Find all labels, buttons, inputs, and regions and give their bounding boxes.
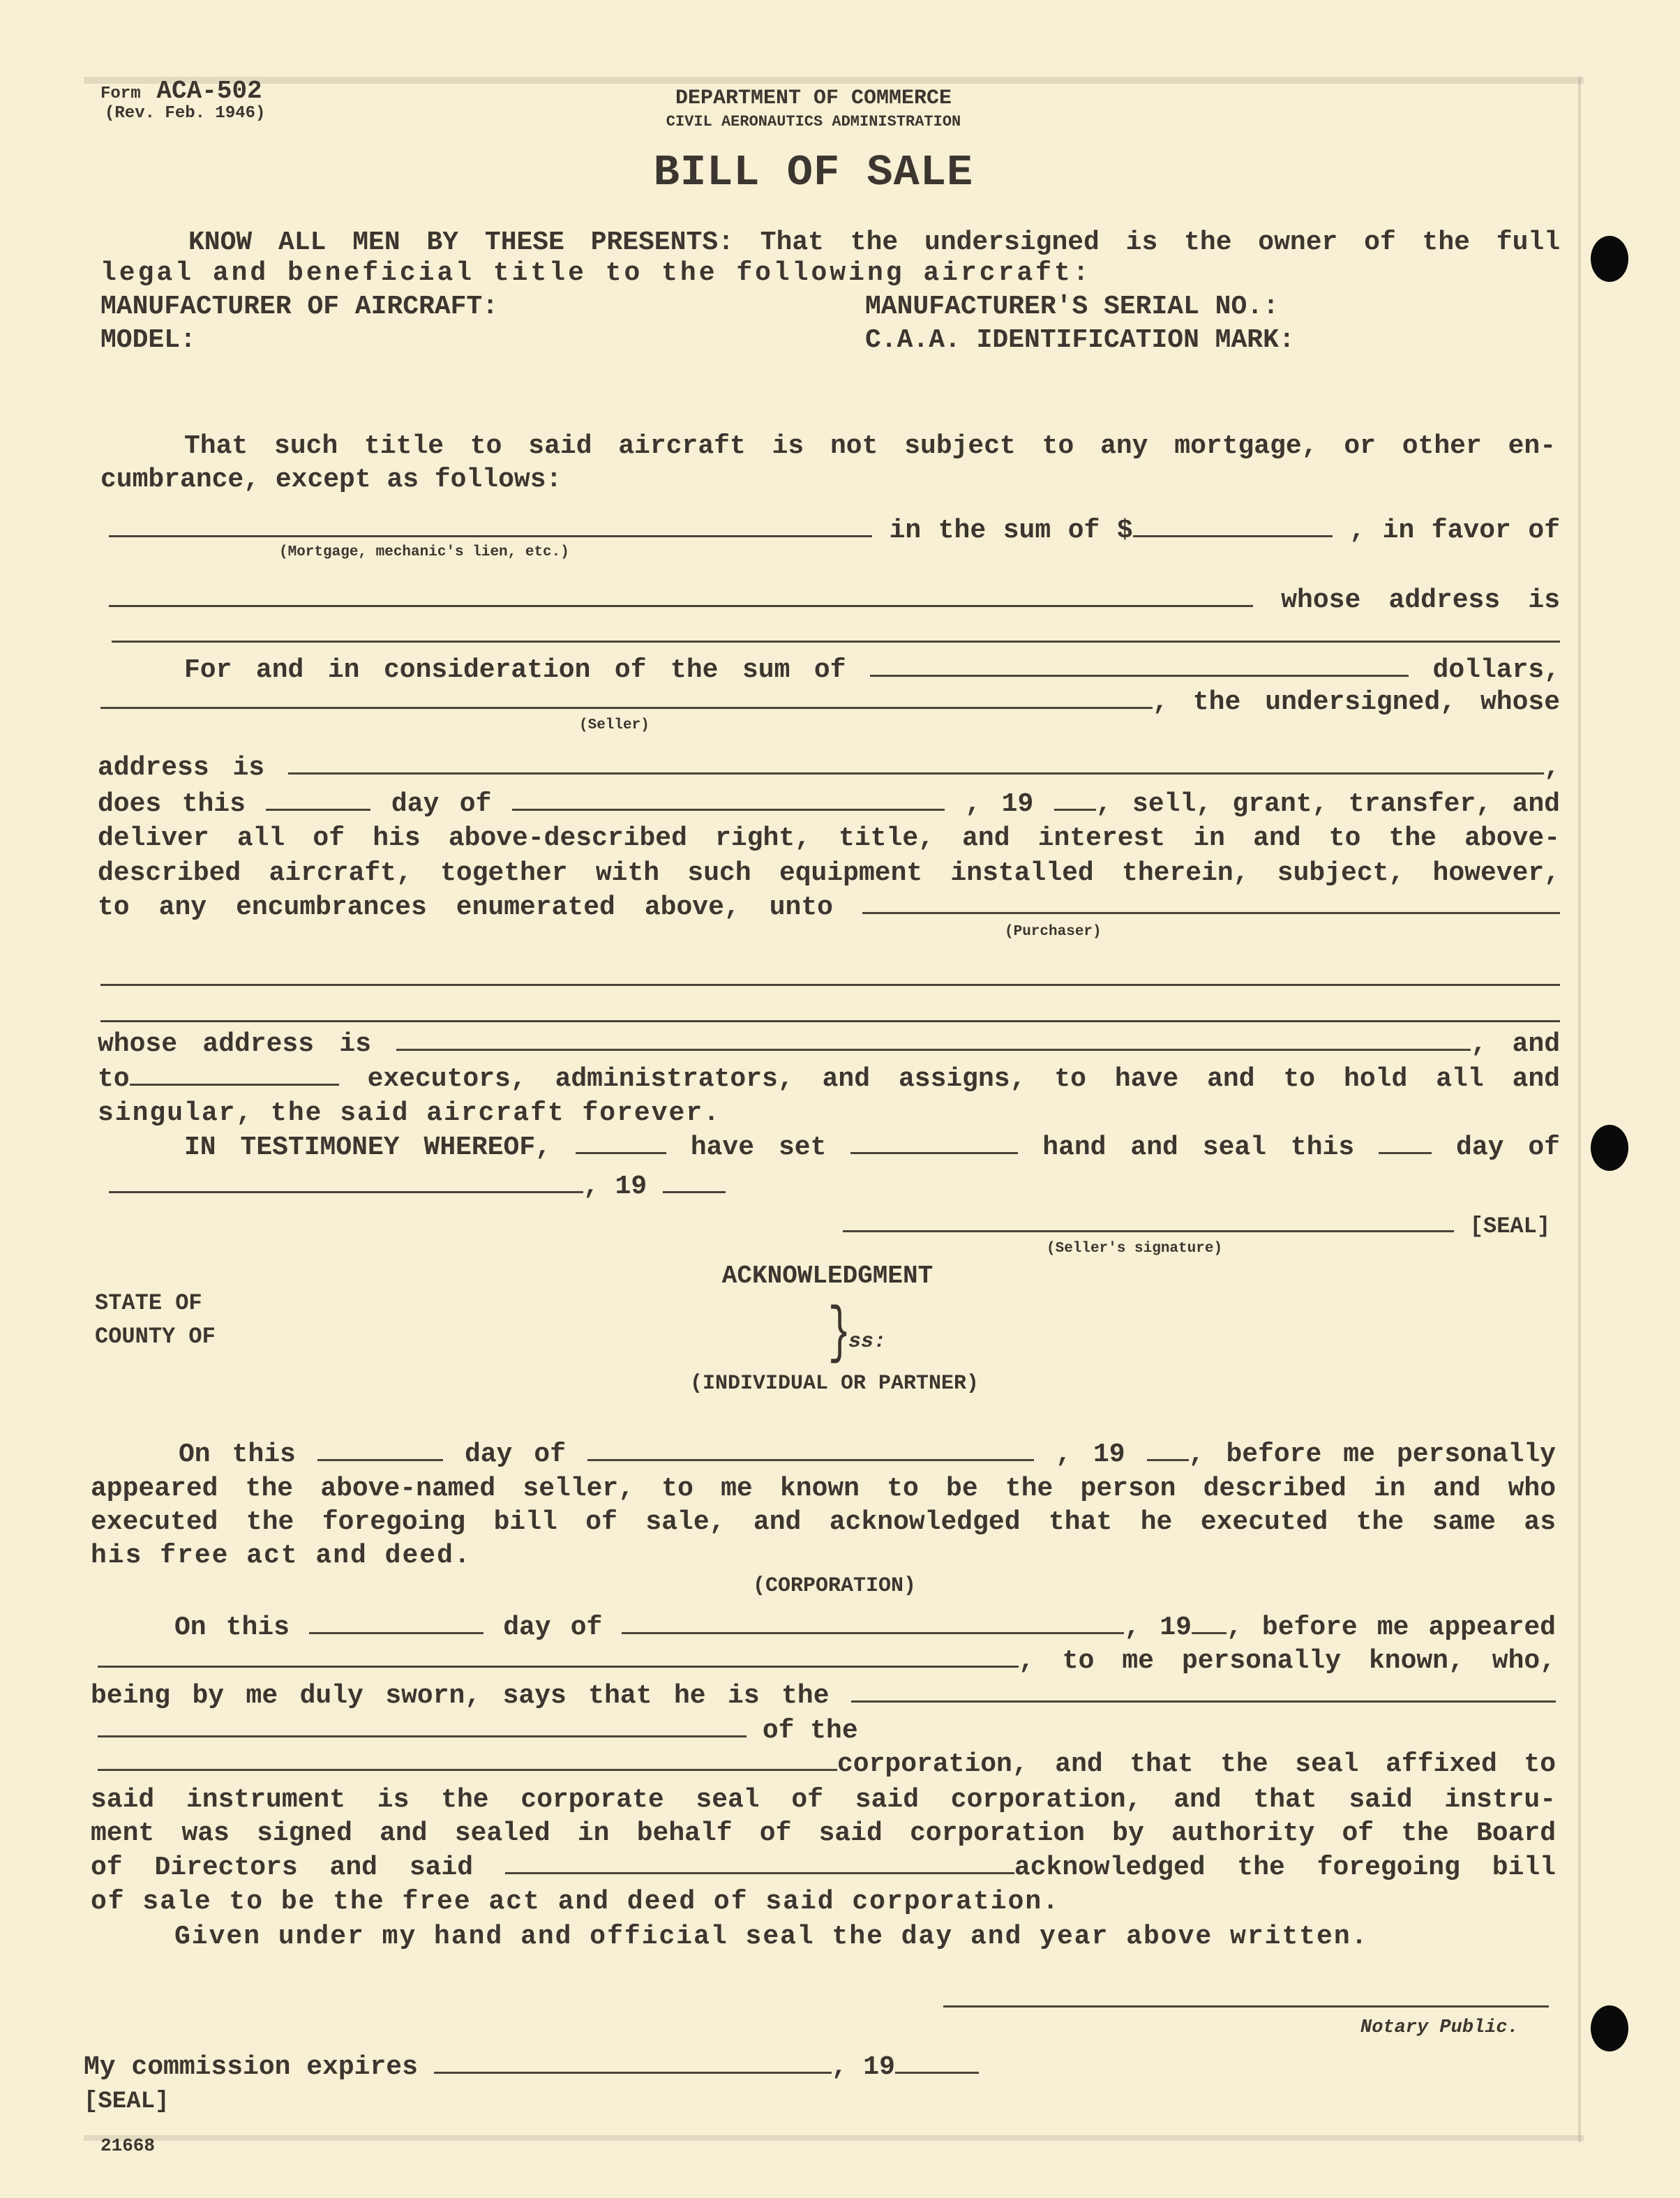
whereof-text: IN TESTIMONEY WHEREOF,: [184, 1132, 551, 1162]
punch-hole: [1591, 236, 1628, 282]
executors-line: [98, 1063, 1560, 1095]
pronoun-blank: [850, 1131, 1018, 1154]
individual-heading: (INDIVIDUAL OR PARTNER): [689, 1372, 980, 1396]
serial-number-label: MANUFACTURER'S SERIAL NO.:: [865, 292, 1279, 322]
purchaser-line: [98, 891, 1560, 923]
department-name: DEPARTMENT OF COMMERCE: [675, 87, 952, 110]
amount-blank: [870, 654, 1409, 677]
acknowledgment-title: ACKNOWLEDGMENT: [721, 1262, 933, 1290]
manufacturer-label: MANUFACTURER OF AIRCRAFT:: [100, 292, 499, 322]
corporation-heading: (CORPORATION): [752, 1574, 917, 1598]
print-code: 21668: [100, 2135, 156, 2156]
corporation-line: ment was signed and sealed in behalf of said corporation by authority of the Board: [91, 1818, 1556, 1848]
day-of-text: day of: [464, 1440, 567, 1470]
executors-text: executors, administrators, and assigns, to have and to hold all and: [367, 1064, 1560, 1094]
consideration-line: [184, 654, 1560, 686]
corporation-line: said instrument is the corporate seal of said corporation, and that said instru-: [91, 1785, 1556, 1815]
purchaser-address-blank: [396, 1028, 1471, 1051]
whose-address-text: whose address is: [1281, 585, 1560, 615]
undersigned-text: , the undersigned, whose: [1153, 687, 1560, 717]
scan-frame-bottom: [84, 2135, 1584, 2141]
punch-hole: [1591, 1125, 1628, 1171]
unto-text: to any encumbrances enumerated above, unto: [98, 892, 833, 922]
seller-hint: (Seller): [579, 717, 650, 733]
favor-address-line: [109, 584, 1560, 616]
day-of-text: day of: [391, 789, 492, 819]
does-this-text: does this: [98, 789, 246, 819]
before-text: , before me personally: [1188, 1440, 1556, 1470]
commission-text: My commission expires: [84, 2052, 418, 2082]
before-text: , before me appeared: [1226, 1613, 1556, 1643]
on-this-text: On this: [174, 1613, 290, 1643]
comma: ,: [1544, 753, 1560, 783]
individual-date-line: [179, 1438, 1556, 1470]
day-blank: [317, 1438, 443, 1461]
directors-text: of Directors and said: [91, 1853, 474, 1883]
consideration-text: For and in consideration of the sum of: [184, 655, 846, 685]
day-blank: [309, 1611, 483, 1634]
on-this-text: On this: [179, 1440, 296, 1470]
year-blank: [1147, 1438, 1189, 1461]
address-blank: [112, 641, 1560, 643]
being-sworn-text: being by me duly sworn, says that he is the: [91, 1681, 830, 1711]
day-of-text: day of: [1456, 1132, 1560, 1162]
notary-seal-label: [SEAL]: [84, 2088, 170, 2115]
and-text: , and: [1471, 1029, 1560, 1059]
described-line: described aircraft, together with such equipment installed therein, subject, however,: [98, 858, 1560, 888]
seller-signature-blank: [843, 1209, 1454, 1232]
individual-line: his free act and deed.: [91, 1541, 472, 1571]
singular-line: singular, the said aircraft forever.: [98, 1098, 721, 1128]
to-text: to: [98, 1064, 130, 1094]
brace: }: [827, 1299, 851, 1370]
officer-name-blank: [98, 1645, 1019, 1668]
county-of-label: COUNTY OF: [95, 1324, 216, 1350]
signature-hint: (Seller's signature): [1047, 1241, 1223, 1257]
year-prefix: , 19: [1124, 1613, 1192, 1643]
seal-label: [SEAL]: [1469, 1213, 1551, 1239]
sum-text: in the sum of $: [889, 516, 1133, 546]
purchaser-hint: (Purchaser): [1005, 924, 1102, 940]
year-blank: [663, 1170, 726, 1193]
sum-blank: [1133, 514, 1333, 537]
mortgage-line: [109, 514, 1560, 546]
corporation-name-line: [98, 1748, 1556, 1780]
month-blank: [622, 1611, 1124, 1634]
form-revision: (Rev. Feb. 1946): [105, 104, 266, 123]
corporation-date-line: [174, 1611, 1556, 1643]
year-blank: [895, 2051, 979, 2074]
officer-title-blank-2: [98, 1714, 747, 1737]
year-blank: [1192, 1611, 1227, 1634]
day-blank: [266, 788, 370, 811]
month-blank: [587, 1438, 1034, 1461]
testimony-line: [184, 1131, 1560, 1163]
purchaser-blank-2: [100, 984, 1560, 986]
purchaser-address-line: [98, 1028, 1560, 1060]
officer-title-line: [91, 1680, 1556, 1712]
day-blank: [1379, 1131, 1432, 1154]
seller-signature-line: [843, 1209, 1550, 1241]
year-prefix: , 19: [1056, 1440, 1125, 1470]
corporation-seal-text: corporation, and that the seal affixed to: [837, 1749, 1556, 1779]
commission-date-blank: [434, 2051, 832, 2074]
hand-seal-text: hand and seal this: [1042, 1132, 1355, 1162]
encumbrance-line: That such title to said aircraft is not subject to any mortgage, or other en-: [184, 431, 1556, 461]
mortgage-hint: (Mortgage, mechanic's lien, etc.): [279, 544, 569, 560]
form-code: ACA-502: [156, 77, 262, 105]
acknowledged-text: acknowledged the foregoing bill: [1014, 1853, 1556, 1883]
dollars-text: dollars,: [1432, 655, 1560, 685]
have-set-text: have set: [690, 1132, 827, 1162]
sell-grant-text: , sell, grant, transfer, and: [1095, 789, 1560, 819]
seller-address-line: [98, 752, 1560, 784]
form-prefix: Form: [100, 84, 141, 103]
year-prefix: , 19: [831, 2052, 895, 2082]
purchaser-blank-3: [100, 1020, 1560, 1022]
officer-title-blank: [851, 1680, 1556, 1703]
officer-blank: [505, 1851, 1014, 1874]
given-line: Given under my hand and official seal the day and year above written.: [174, 1922, 1369, 1952]
individual-line: executed the foregoing bill of sale, and acknowledged that he executed the same as: [91, 1507, 1556, 1537]
address-is-text: address is: [98, 753, 265, 783]
notary-public-label: Notary Public.: [1360, 2017, 1519, 2038]
testimony-date-line: [109, 1170, 726, 1202]
year-prefix: , 19: [965, 789, 1034, 819]
document-title: BILL OF SALE: [653, 148, 974, 197]
favor-name-blank: [109, 584, 1253, 607]
officer-name-line: [98, 1645, 1556, 1677]
of-the-text: of the: [762, 1716, 858, 1746]
administration-name: CIVIL AERONAUTICS ADMINISTRATION: [666, 113, 961, 130]
year-blank: [1054, 788, 1096, 811]
favor-text: , in favor of: [1349, 516, 1561, 546]
date-line: [98, 788, 1560, 820]
caa-identification-label: C.A.A. IDENTIFICATION MARK:: [865, 325, 1295, 355]
year-prefix: , 19: [583, 1172, 647, 1202]
seller-blank: [100, 686, 1153, 709]
of-the-line: [98, 1714, 858, 1747]
directors-line: [91, 1851, 1556, 1883]
corporation-line: of sale to be the free act and deed of said corporation.: [91, 1887, 1060, 1917]
punch-hole: [1591, 2005, 1628, 2051]
seller-line: [100, 686, 1560, 718]
corporation-name-blank: [98, 1748, 837, 1771]
month-blank: [109, 1170, 583, 1193]
whose-address-text: whose address is: [98, 1029, 372, 1059]
scan-frame-right: [1578, 77, 1581, 2142]
pronoun-blank: [576, 1131, 666, 1154]
day-of-text: day of: [503, 1613, 603, 1643]
personally-known-text: , to me personally known, who,: [1019, 1646, 1556, 1676]
intro-line: KNOW ALL MEN BY THESE PRESENTS: That the undersigned is the owner of the full: [188, 227, 1560, 257]
deliver-line: deliver all of his above-described right, title, and interest in and to the above-: [98, 823, 1560, 853]
ss-label: ss:: [848, 1330, 887, 1354]
encumbrance-line: cumbrance, except as follows:: [100, 465, 562, 495]
pronoun-blank: [130, 1063, 339, 1086]
mortgage-blank: [109, 514, 872, 537]
scan-frame-top: [84, 77, 1584, 84]
intro-line: legal and beneficial title to the following aircraft:: [100, 258, 1092, 288]
individual-line: appeared the above-named seller, to me known to be the person described in and who: [91, 1474, 1556, 1504]
state-of-label: STATE OF: [95, 1290, 202, 1316]
commission-line: [84, 2051, 979, 2083]
month-blank: [512, 788, 945, 811]
purchaser-blank: [862, 891, 1560, 914]
notary-signature-blank: [943, 2005, 1549, 2008]
model-label: MODEL:: [100, 325, 196, 355]
seller-address-blank: [288, 752, 1544, 775]
